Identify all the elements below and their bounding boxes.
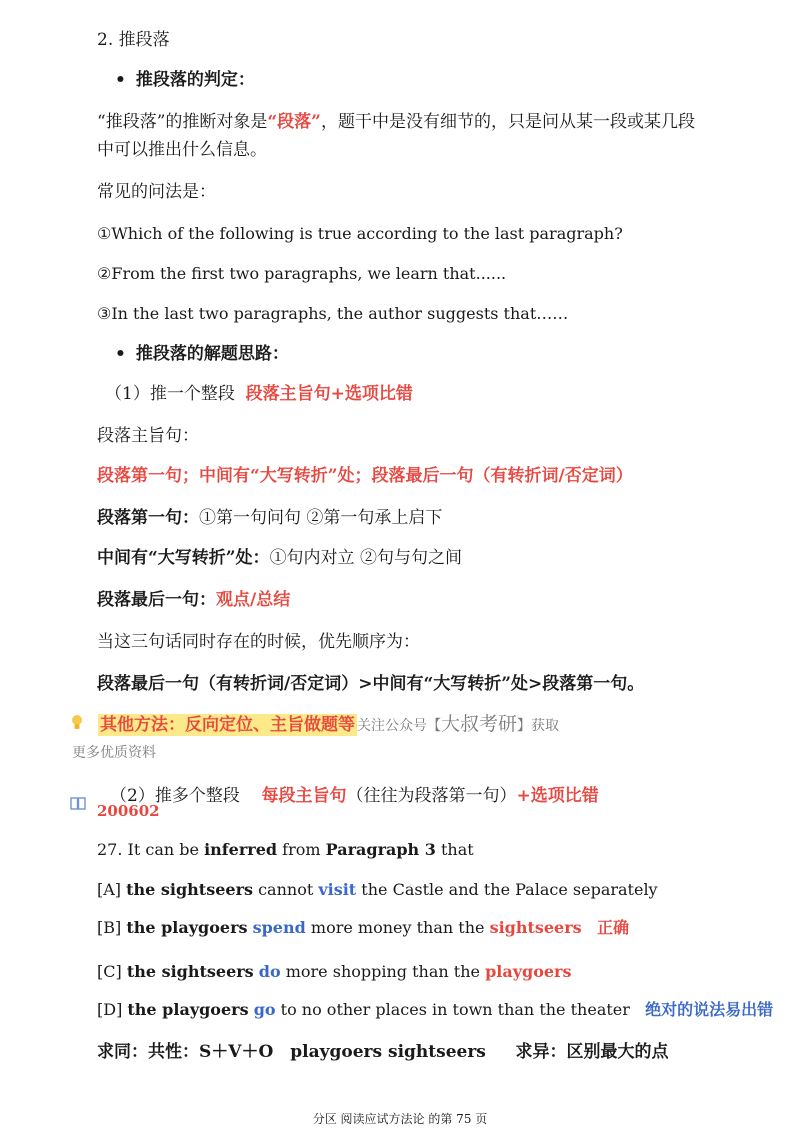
exam-year-tag: 200602 bbox=[97, 802, 160, 820]
option-b-verb: spend bbox=[252, 918, 306, 937]
question-example-1: ①Which of the following is true according to the last paragraph? bbox=[97, 224, 623, 243]
option-c-verb: do bbox=[258, 962, 281, 981]
section-heading: 2. 推段落 bbox=[97, 30, 170, 50]
lightbulb-icon bbox=[70, 714, 84, 732]
stem-c: from bbox=[277, 840, 326, 859]
option-d-letter: [D] bbox=[97, 1000, 128, 1019]
stem-a: 27. It can be bbox=[97, 840, 205, 859]
option-b-correct-note: 正确 bbox=[596, 918, 629, 937]
tip-promo-b: 】获取 bbox=[517, 718, 560, 734]
step-1 bbox=[105, 384, 413, 405]
middle-turn-detail: ①句内对立 ②句与句之间 bbox=[269, 548, 462, 568]
intro-paragraph bbox=[97, 112, 695, 133]
book-icon bbox=[70, 797, 86, 810]
option-a-rest: the Castle and the Palace separately bbox=[356, 880, 658, 899]
option-a-pre: cannot bbox=[253, 880, 319, 899]
question-example-3: ③In the last two paragraphs, the author suggests that…… bbox=[97, 304, 569, 323]
option-d bbox=[97, 1000, 773, 1020]
middle-turn-rule bbox=[97, 548, 462, 569]
step-2-note: （往往为段落第一句） bbox=[346, 786, 517, 806]
option-a bbox=[97, 880, 658, 900]
tip-promo-brand: 大叔考研 bbox=[441, 713, 518, 735]
question-stem bbox=[97, 840, 474, 860]
last-sentence-detail: 观点/总结 bbox=[216, 590, 291, 610]
last-sentence-label: 段落最后一句： bbox=[97, 590, 216, 610]
page-footer: 分区 阅读应试方法论 的第 75 页 bbox=[312, 1112, 488, 1126]
tip-promo-cont: 更多优质资料 bbox=[72, 745, 156, 761]
question-example-2: ②From the first two paragraphs, we learn that...... bbox=[97, 264, 507, 283]
option-d-rest: to no other places in town than the theater bbox=[275, 1000, 630, 1019]
topic-sentence-label: 段落主旨句： bbox=[97, 426, 199, 446]
step-1-method: 段落主旨句+选项比错 bbox=[245, 384, 413, 404]
summary-common: 求同：共性：S＋V＋O playgoers sightseers bbox=[97, 1042, 486, 1062]
bullet-judgement: • 推段落的判定： bbox=[115, 70, 255, 91]
step-2-label: （2）推多个整段 bbox=[110, 786, 240, 806]
option-a-letter: [A] bbox=[97, 880, 127, 899]
bullet-approach: • 推段落的解题思路： bbox=[115, 344, 289, 365]
option-c-subject: the sightseers bbox=[126, 962, 254, 981]
topic-sentence-rule: 段落第一句；中间有“大写转折”处；段落最后一句（有转折词/否定词） bbox=[97, 466, 633, 486]
intro-highlight: “段落” bbox=[267, 112, 321, 132]
stem-e: that bbox=[435, 840, 474, 859]
summary-difference: 求异：区别最大的点 bbox=[515, 1042, 669, 1062]
last-sentence-rule bbox=[97, 590, 290, 611]
option-b bbox=[97, 918, 629, 938]
first-sentence-label: 段落第一句： bbox=[97, 508, 199, 528]
option-c-object: playgoers bbox=[485, 962, 572, 981]
common-questions-label: 常见的问法是： bbox=[97, 182, 216, 202]
step-2 bbox=[110, 786, 599, 807]
first-sentence-detail: ①第一句问句 ②第一句承上启下 bbox=[199, 508, 443, 528]
intro-text-a: “推段落”的推断对象是 bbox=[97, 112, 268, 132]
intro-paragraph-cont: 中可以推出什么信息。 bbox=[97, 140, 267, 160]
option-d-note: 绝对的说法易出错 bbox=[645, 1000, 774, 1019]
option-c bbox=[97, 962, 571, 982]
option-b-subject: the playgoers bbox=[126, 918, 248, 937]
priority-order: 段落最后一句（有转折词/否定词）>中间有“大写转折”处>段落第一句。 bbox=[97, 674, 645, 694]
stem-paragraph: Paragraph 3 bbox=[325, 840, 436, 859]
option-b-letter: [B] bbox=[97, 918, 127, 937]
step-2-method-b: +选项比错 bbox=[516, 786, 599, 806]
tip-line bbox=[98, 713, 559, 737]
option-c-letter: [C] bbox=[97, 962, 127, 981]
summary-line bbox=[97, 1042, 668, 1063]
option-a-subject: the sightseers bbox=[126, 880, 253, 899]
option-d-verb: go bbox=[253, 1000, 276, 1019]
priority-intro: 当这三句话同时存在的时候，优先顺序为： bbox=[97, 632, 420, 652]
option-b-rest: more money than the bbox=[305, 918, 490, 937]
step-2-method: 每段主旨句 bbox=[261, 786, 347, 806]
option-a-verb: visit bbox=[318, 880, 357, 899]
option-d-subject: the playgoers bbox=[127, 1000, 249, 1019]
stem-keyword: inferred bbox=[204, 840, 278, 859]
middle-turn-label: 中间有“大写转折”处： bbox=[97, 548, 270, 568]
tip-highlight: 其他方法：反向定位、主旨做题等 bbox=[100, 715, 355, 735]
tip-promo-a: 关注公众号【 bbox=[357, 718, 441, 734]
option-c-rest: more shopping than the bbox=[280, 962, 486, 981]
first-sentence-rule bbox=[97, 508, 442, 529]
option-b-object: sightseers bbox=[489, 918, 582, 937]
intro-text-b: ，题干中是没有细节的，只是问从某一段或某几段 bbox=[320, 112, 695, 132]
step-1-label: （1）推一个整段 bbox=[105, 384, 235, 404]
